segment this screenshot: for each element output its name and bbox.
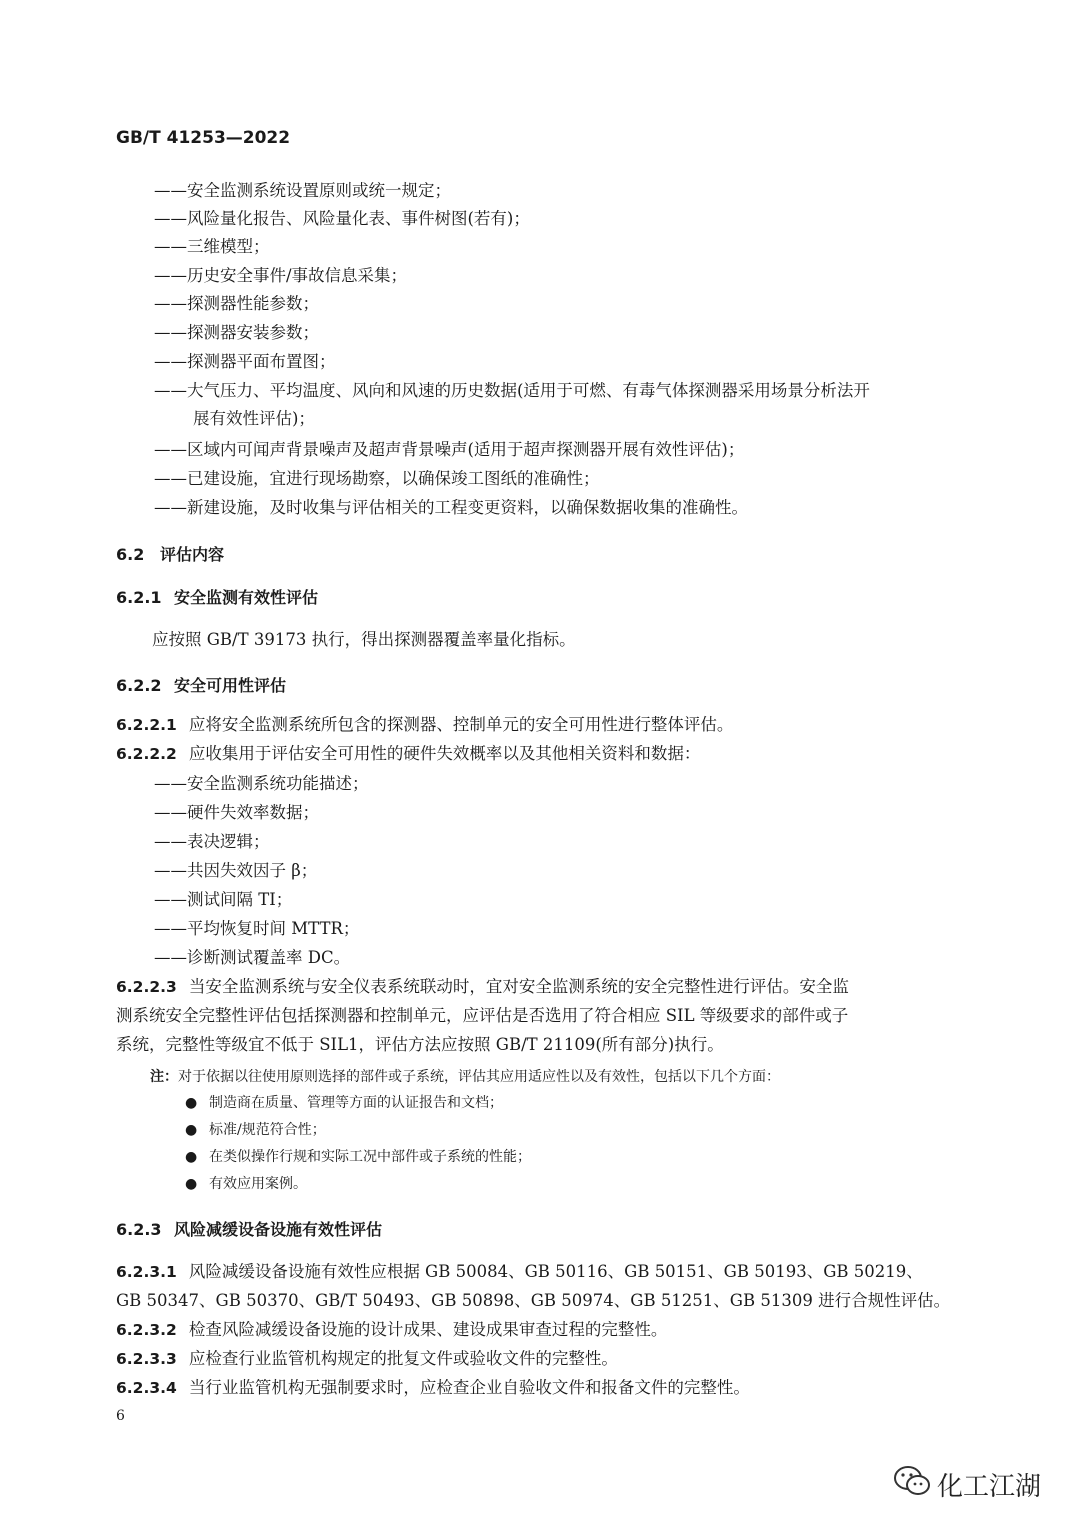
list-item: ——风险量化报告、风险量化表、事件树图(若有)；: [154, 209, 530, 228]
list-item: ——探测器性能参数；: [154, 294, 319, 313]
page-number: 6: [116, 1408, 125, 1424]
note: [150, 1066, 780, 1086]
section-number: 6.2.2: [116, 676, 162, 695]
bullet-text: 制造商在质量、管理等方面的认证报告和文档；: [209, 1095, 503, 1111]
clause-number: 6.2.3.2: [116, 1321, 177, 1339]
bullet-text: 标准/规范符合性；: [209, 1122, 326, 1138]
clause-6-2-3-1: [116, 1259, 923, 1285]
note-label: 注：: [150, 1069, 178, 1085]
bullet-item: [185, 1119, 326, 1139]
standard-code: GB/T 41253—2022: [116, 128, 291, 148]
section-heading-6-2-1: [116, 585, 318, 608]
list-item: ——区域内可闻声背景噪声及超声背景噪声(适用于超声探测器开展有效性评估)；: [154, 440, 745, 459]
section-title: 风险减缓设备设施有效性评估: [174, 1220, 383, 1239]
list-item: ——三维模型；: [154, 237, 270, 256]
clause-text: 风险减缓设备设施有效性应根据 GB 50084、GB 50116、GB 50151、GB 50193、GB 50219、: [188, 1262, 923, 1281]
section-title: 安全可用性评估: [174, 676, 287, 695]
section-number: 6.2.1: [116, 588, 162, 607]
bullet-icon: ●: [185, 1149, 198, 1165]
clause-text: 应将安全监测系统所包含的探测器、控制单元的安全可用性进行整体评估。: [188, 715, 734, 734]
list-item: ——诊断测试覆盖率 DC。: [154, 948, 351, 967]
clause-number: 6.2.2.3: [116, 978, 177, 996]
clause-text: 应检查行业监管机构规定的批复文件或验收文件的完整性。: [188, 1349, 618, 1368]
clause-text: 检查风险减缓设备设施的设计成果、建设成果审查过程的完整性。: [188, 1320, 668, 1339]
list-item: ——安全监测系统设置原则或统一规定；: [154, 181, 451, 200]
section-title: 评估内容: [160, 545, 225, 564]
clause-number: 6.2.3.4: [116, 1379, 177, 1397]
section-heading-6-2: [116, 542, 224, 565]
list-item: ——安全监测系统功能描述；: [154, 774, 369, 793]
clause-6-2-3-3: [116, 1346, 618, 1372]
clause-number: 6.2.2.1: [116, 716, 177, 734]
paragraph: 应按照 GB/T 39173 执行，得出探测器覆盖率量化指标。: [152, 630, 576, 649]
list-item: ——历史安全事件/事故信息采集；: [154, 266, 408, 285]
bullet-item: [185, 1092, 503, 1112]
section-heading-6-2-2: [116, 673, 286, 696]
list-item: ——共因失效因子 β；: [154, 861, 318, 880]
list-item: ——硬件失效率数据；: [154, 803, 319, 822]
clause-text-line: GB 50347、GB 50370、GB/T 50493、GB 50898、GB 50974、GB 51251、GB 51309 进行合规性评估。: [116, 1291, 951, 1310]
wechat-icon: [893, 1465, 931, 1504]
bullet-item: [185, 1146, 531, 1166]
watermark-text: 化工江湖: [937, 1472, 1042, 1502]
clause-text-line: 测系统安全完整性评估包括探测器和控制单元，应评估是否选用了符合相应 SIL 等级要求的部件或子: [116, 1006, 849, 1025]
bullet-text: 有效应用案例。: [209, 1176, 307, 1192]
clause-text: 应收集用于评估安全可用性的硬件失效概率以及其他相关资料和数据：: [188, 744, 701, 763]
clause-text: 当安全监测系统与安全仪表系统联动时，宜对安全监测系统的安全完整性进行评估。安全监: [188, 977, 849, 996]
clause-6-2-2-1: [116, 712, 733, 738]
section-heading-6-2-3: [116, 1217, 382, 1240]
list-item: ——大气压力、平均温度、风向和风速的历史数据(适用于可燃、有毒气体探测器采用场景分析法开: [154, 381, 870, 400]
clause-text-line: 系统，完整性等级宜不低于 SIL1，评估方法应按照 GB/T 21109(所有部分)执行。: [116, 1035, 724, 1054]
clause-6-2-2-2: [116, 741, 700, 767]
list-item: ——探测器安装参数；: [154, 323, 319, 342]
clause-6-2-3-2: [116, 1317, 667, 1343]
list-item: ——平均恢复时间 MTTR；: [154, 919, 360, 938]
clause-number: 6.2.2.2: [116, 745, 177, 763]
section-title: 安全监测有效性评估: [174, 588, 319, 607]
note-text: 对于依据以往使用原则选择的部件或子系统，评估其应用适应性以及有效性，包括以下几个方面：: [178, 1069, 780, 1085]
bullet-icon: ●: [185, 1122, 198, 1138]
bullet-text: 在类似操作行规和实际工况中部件或子系统的性能；: [209, 1149, 531, 1165]
clause-text: 当行业监管机构无强制要求时，应检查企业自验收文件和报备文件的完整性。: [188, 1378, 750, 1397]
list-item-continuation: 展有效性评估)；: [193, 409, 315, 428]
list-item: ——探测器平面布置图；: [154, 352, 336, 371]
clause-6-2-3-4: [116, 1375, 750, 1401]
clause-number: 6.2.3.3: [116, 1350, 177, 1368]
list-item: ——测试间隔 TI；: [154, 890, 293, 909]
list-item: ——表决逻辑；: [154, 832, 270, 851]
bullet-icon: ●: [185, 1095, 198, 1111]
section-number: 6.2.3: [116, 1220, 162, 1239]
list-item: ——新建设施，及时收集与评估相关的工程变更资料，以确保数据收集的准确性。: [154, 498, 748, 517]
bullet-icon: ●: [185, 1176, 198, 1192]
watermark: [893, 1465, 1041, 1504]
section-number: 6.2: [116, 545, 145, 564]
bullet-item: [185, 1173, 307, 1193]
clause-6-2-2-3: [116, 974, 849, 1000]
clause-number: 6.2.3.1: [116, 1263, 177, 1281]
list-item: ——已建设施，宜进行现场勘察，以确保竣工图纸的准确性；: [154, 469, 600, 488]
